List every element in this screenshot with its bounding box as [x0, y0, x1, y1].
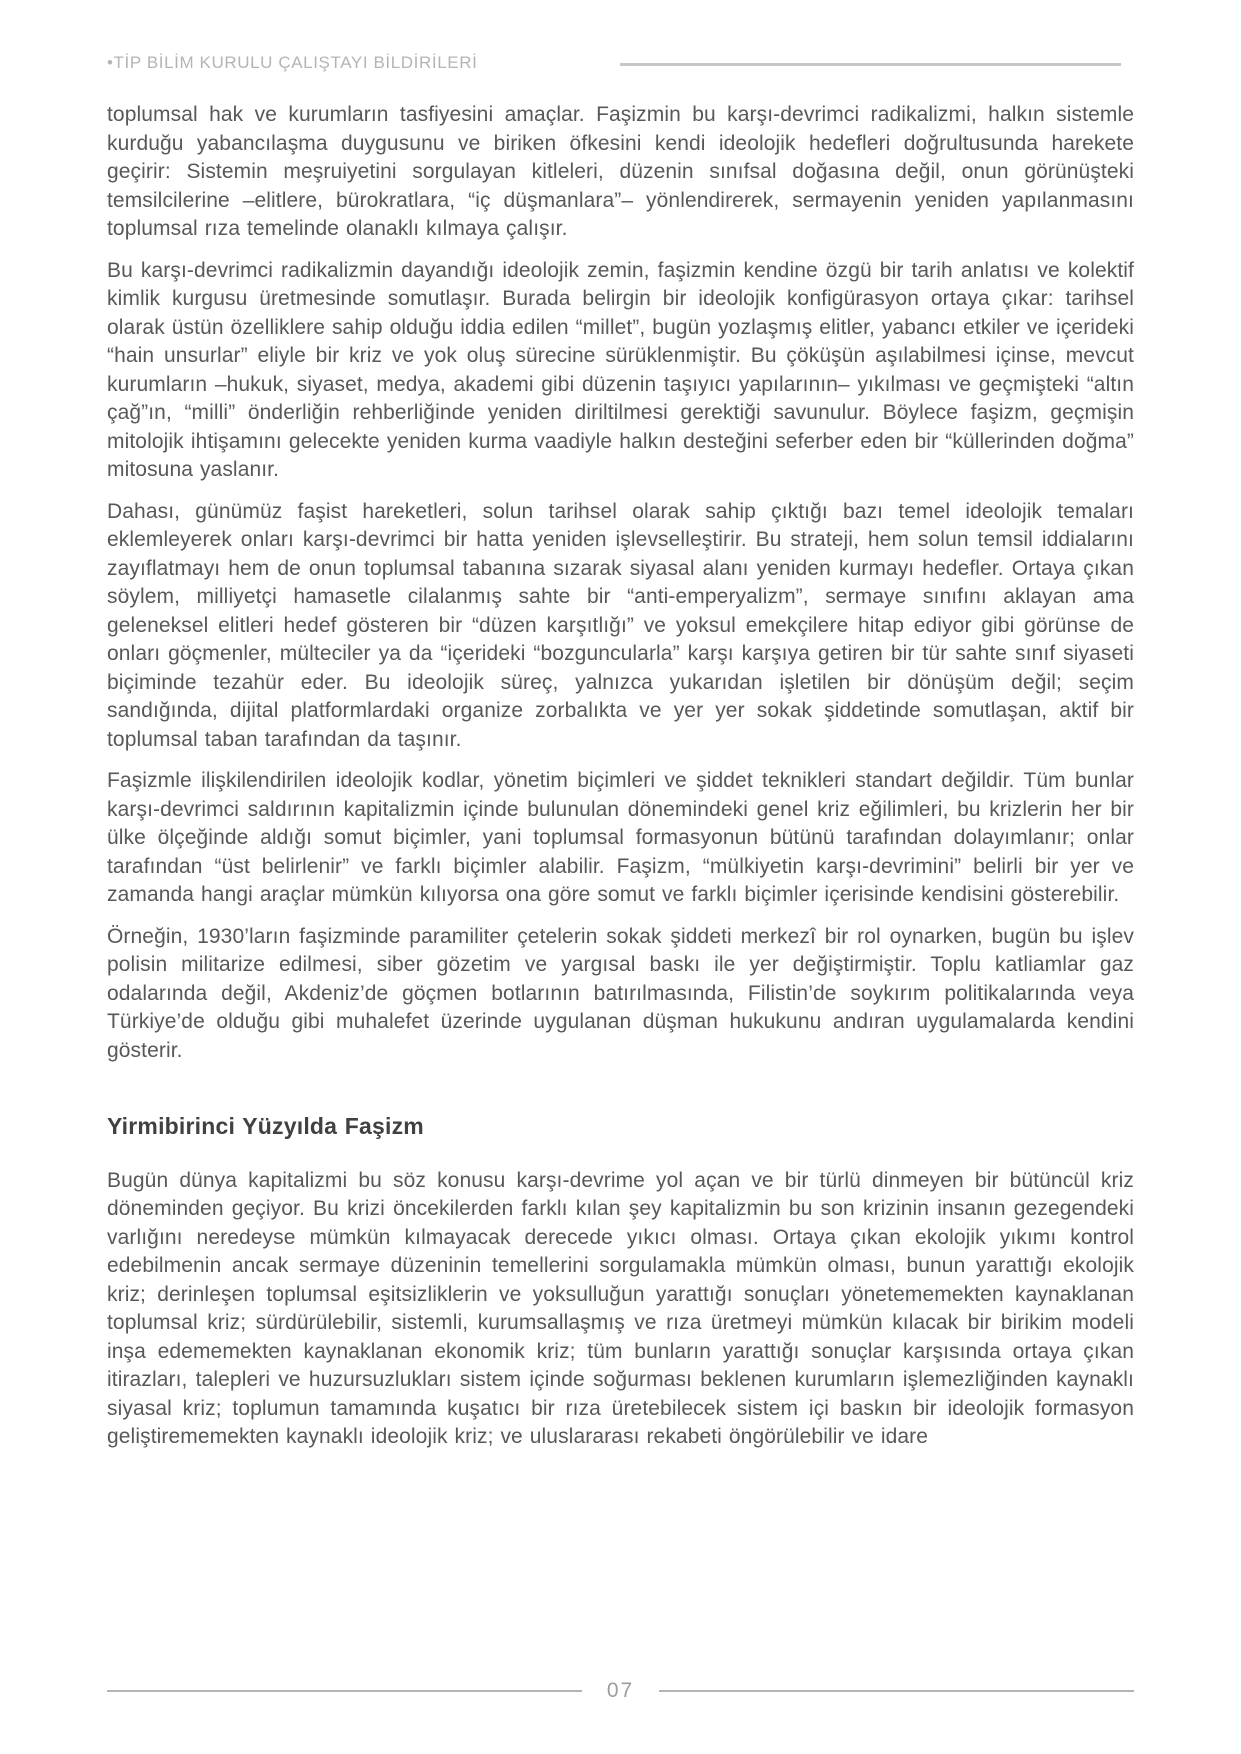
body-paragraph: Faşizmle ilişkilendirilen ideolojik kodlar, yönetim biçimleri ve şiddet teknikleri standart değildir. Tüm bunlar karşı-devrimci saldırının kapitalizmin içinde bulunulan dönemindeki genel kriz eğilimleri, bu krizlerin her bir ülke ölçeğinde aldığı somut biçimler, yani toplumsal formasyonun bütünü tarafından dolayımlanır; onlar tarafından “üst belirlenir” ve farklı biçimler alabilir. Faşizm, “mülkiyetin karşı-devrimini” belirli bir yer ve zamanda hangi araçlar mümkün kılıyorsa ona göre somut ve farklı biçimler içerisinde kendisini gösterebilir. — [107, 769, 1134, 906]
header-title: •TİP BİLİM KURULU ÇALIŞTAYI BİLDİRİLERİ — [107, 53, 478, 72]
body-paragraph: Örneğin, 1930’ların faşizminde paramiliter çetelerin sokak şiddeti merkezî bir rol oynarken, bugün bu işlev polisin militarize edilmesi, siber gözetim ve yargısal baskı ile yer değiştirmiştir. Toplu katliamlar gaz odalarında değil, Akdeniz’de göçmen botlarının batırılmasında, Filistin’de soykırım politikalarında veya Türkiye’de olduğu gibi muhalefet üzerinde uygulanan düşman hukukunu andıran uygulamalarda kendini gösterir. — [107, 924, 1134, 1062]
header-rule — [620, 63, 1121, 66]
body-paragraph: Bu karşı-devrimci radikalizmin dayandığı ideolojik zemin, faşizmin kendine özgü bir tarih anlatısı ve kolektif kimlik kurgusu üretmesinde somutlaşır. Burada belirgin bir ideolojik konfigürasyon ortaya çıkar: tarihsel olarak üstün özelliklere sahip olduğu iddia edilen “millet”, bugün yozlaşmış elitler, yabancı etkiler ve içerideki “hain unsurlar” eliyle bir kriz ve yok oluş sürecine sürüklenmiştir. Bu çöküşün aşılabilmesi içinse, mevcut kurumların –hukuk, siyaset, medya, akademi gibi düzenin taşıyıcı yapılarının– yıkılması ve geçmişteki “altın çağ”ın, “milli” önderliğin rehberliğinde yeniden diriltilmesi gerektiği savunulur. Böylece faşizm, geçmişin mitolojik ihtişamını gelecekte yeniden kurma vaadiyle halkın desteğini seferber eden bir “küllerinden doğma” mitosuna yaslanır. — [107, 258, 1134, 481]
page-header — [107, 53, 1134, 83]
footer-rule-left — [107, 1690, 582, 1692]
page-footer — [107, 1680, 1134, 1701]
page-number: 07 — [606, 1679, 635, 1702]
section-heading: Yirmibirinci Yüzyılda Faşizm — [107, 1113, 424, 1139]
body-paragraph: toplumsal hak ve kurumların tasfiyesini amaçlar. Faşizmin bu karşı-devrimci radikalizmi, halkın sistemle kurduğu yabancılaşma duygusunu ve biriken öfkesini kendi ideolojik hedefleri doğrultusunda harekete geçirir: Sistemin meşruiyetini sorgulayan kitleleri, düzenin sınıfsal doğasına değil, onun görünüşteki temsilcilerine –elitlere, bürokratlara, “iç düşmanlara”– yönlendirerek, sermayenin yeniden yapılanmasını toplumsal rıza temelinde olanaklı kılmaya çalışır. — [107, 103, 1134, 240]
body-paragraph: Bugün dünya kapitalizmi bu söz konusu karşı-devrime yol açan ve bir türlü dinmeyen bir bütüncül kriz döneminden geçiyor. Bu krizi öncekilerden farklı kılan şey kapitalizmin bu son krizinin insanın gezegendeki varlığını neredeyse mümkün kılmayacak derecede yıkıcı olması. Ortaya çıkan ekolojik yıkımı kontrol edebilmenin ancak sermaye düzeninin temellerini sorgulamakla mümkün olması, bunun yarattığı ekolojik kriz; derinleşen toplumsal eşitsizliklerin ve yoksulluğun yarattığı sonuçları yönetememekten kaynaklanan toplumsal kriz; sürdürülebilir, sistemli, kurumsallaşmış ve rıza üretmeyi mümkün kılacak bir birikim modeli inşa edememekten kaynaklanan ekonomik kriz; tüm bunların yarattığı sonuçlar karşısında ortaya çıkan itirazları, talepleri ve huzursuzlukları sistem içinde soğurması beklenen kurumların işlemezliğinden kaynaklı siyasal kriz; toplumun tamamında kuşatıcı bir rıza üretebilecek sistem içi baskın bir ideolojik formasyon geliştirememekten kaynaklı ideolojik kriz; ve uluslararası rekabeti öngörülebilir ve idare — [107, 1168, 1134, 1448]
document-body — [107, 101, 1134, 1465]
body-paragraph: Dahası, günümüz faşist hareketleri, solun tarihsel olarak sahip çıktığı bazı temel ideolojik temaları eklemleyerek onları karşı-devrimci bir hatta yeniden işlevselleştirir. Bu strateji, hem solun temsil iddialarını zayıflatmayı hem de onun toplumsal tabanına sızarak siyasal alanı yeniden kurmayı hedefler. Ortaya çıkan söylem, milliyetçi hamasetle cilalanmış sahte bir “anti-emperyalizm”, sermaye sınıfını aklayan ama geleneksel elitleri hedef gösteren bir “düzen karşıtlığı” ve yoksul emekçilere hitap ediyor gibi görünse de onları göçmenler, mülteciler ya da “içerideki “bozguncularla” karşı karşıya getiren bir tür sahte sınıf siyaseti biçiminde tezahür eder. Bu ideolojik süreç, yalnızca yukarıdan işletilen bir dönüşüm değil; seçim sandığında, dijital platformlardaki organize zorbalıkta ve yer yer sokak şiddetinde somutlaşan, aktif bir toplumsal taban tarafından da taşınır. — [107, 499, 1134, 751]
footer-rule-right — [659, 1690, 1134, 1692]
